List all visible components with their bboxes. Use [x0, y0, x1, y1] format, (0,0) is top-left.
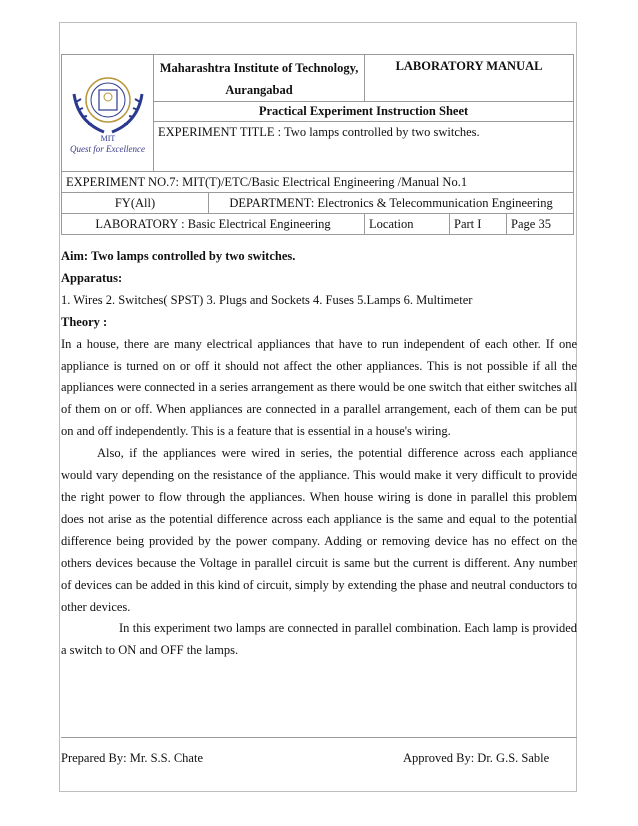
apparatus-list: 1. Wires 2. Switches( SPST) 3. Plugs and Sockets 4. Fuses 5.Lamps 6. Multimeter — [61, 292, 473, 307]
theory-paragraph-1: In a house, there are many electrical appliances that have to run independent of each other. If one appliance is turned on or off it should not affect the other appliances. This is not possible if all the appliances were connected in a series arrangement as there would be one switch that either switches all of them on or off. When appliances are connected in a parallel arrangement, each of them can be put on and off independently. This is a feature that is essential in a house's wiring. — [61, 336, 577, 439]
institute-name-line1: Maharashtra Institute of Technology, — [159, 61, 359, 75]
approved-by: Approved By: Dr. G.S. Sable — [403, 751, 550, 765]
experiment-title: EXPERIMENT TITLE : Two lamps controlled by two switches. — [154, 122, 574, 172]
theory-heading: Theory : — [61, 314, 108, 329]
logo-tagline: Quest for Excellence — [70, 144, 145, 154]
logo-caption: MIT — [100, 134, 115, 143]
location-cell: Location — [365, 214, 450, 235]
main-content — [61, 246, 577, 662]
aim-line: Aim: Two lamps controlled by two switches. — [61, 249, 296, 263]
laboratory-cell: LABORATORY : Basic Electrical Engineering — [62, 214, 365, 235]
institute-name — [154, 55, 365, 102]
mit-logo-icon — [68, 72, 148, 144]
prepared-by: Prepared By: Mr. S.S. Chate — [61, 751, 204, 765]
footer — [61, 737, 577, 780]
logo-cell — [62, 55, 154, 172]
apparatus-heading: Apparatus: — [61, 270, 123, 285]
institute-name-line2: Aurangabad — [225, 83, 293, 97]
department-cell: DEPARTMENT: Electronics & Telecommunication Engineering — [209, 193, 574, 214]
page-number-cell: Page 35 — [507, 214, 574, 235]
fy-cell: FY(All) — [62, 193, 209, 214]
part-cell: Part I — [450, 214, 507, 235]
manual-title: LABORATORY MANUAL — [365, 55, 574, 102]
experiment-number: EXPERIMENT NO.7: MIT(T)/ETC/Basic Electrical Engineering /Manual No.1 — [62, 172, 574, 193]
theory-paragraph-2: Also, if the appliances were wired in series, the potential difference across each appliance would vary depending on the resistance of the appliance. This would make it very difficult to provide the right power to flow through the appliances. When house wiring is done in parallel this problem does not arise as the potential difference across each appliance is the same and equal to the potential difference being provided by the power company. Adding or removing device has no effect on the others devices because the Voltage in parallel circuit is same but the current is different. Any number of devices can be added in this kind of circuit, simply by extending the phase and neutral conductors to other devices. — [61, 446, 577, 614]
theory-paragraph-3: In this experiment two lamps are connected in parallel combination. Each lamp is provided a switch to ON and OFF the lamps. — [61, 621, 577, 658]
sheet-title: Practical Experiment Instruction Sheet — [154, 102, 574, 122]
header-table — [61, 54, 574, 235]
